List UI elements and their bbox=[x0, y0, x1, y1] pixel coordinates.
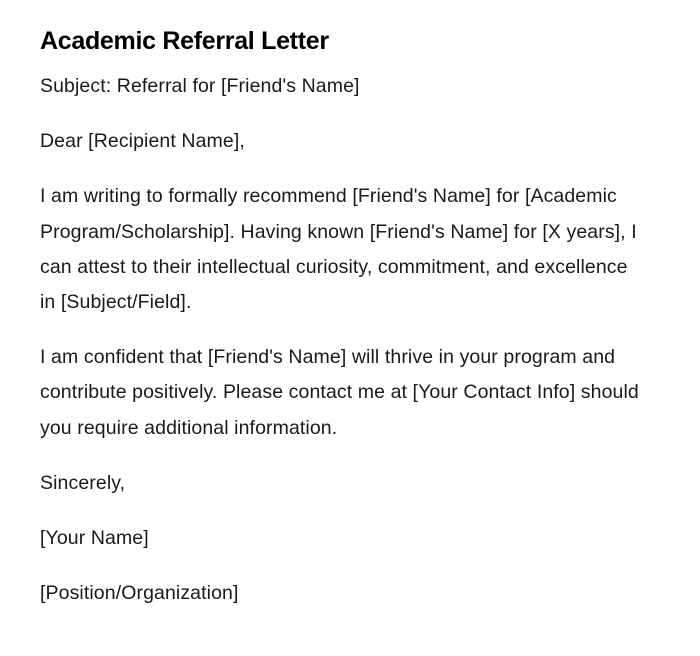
letter-body-paragraph-1: I am writing to formally recommend [Friend's Name] for [Academic Program/Scholarship]. Having known [Friend's Name] for [X years], I can attest to their intellectual curiosity, commitment, and excellence in [Subject/Field]. bbox=[40, 185, 637, 314]
signature-name: [Your Name] bbox=[40, 527, 149, 550]
letter-title: Academic Referral Letter bbox=[40, 27, 329, 55]
letter-body-paragraph-2: I am confident that [Friend's Name] will thrive in your program and contribute positively. Please contact me at [Your Contact Info] should you require additional information. bbox=[40, 346, 639, 439]
letter-salutation: Dear [Recipient Name], bbox=[40, 130, 245, 153]
letter-subject: Subject: Referral for [Friend's Name] bbox=[40, 75, 360, 97]
letter-closing: Sincerely, bbox=[40, 471, 126, 494]
letter-document bbox=[40, 24, 640, 631]
signature-position: [Position/Organization] bbox=[40, 582, 239, 605]
